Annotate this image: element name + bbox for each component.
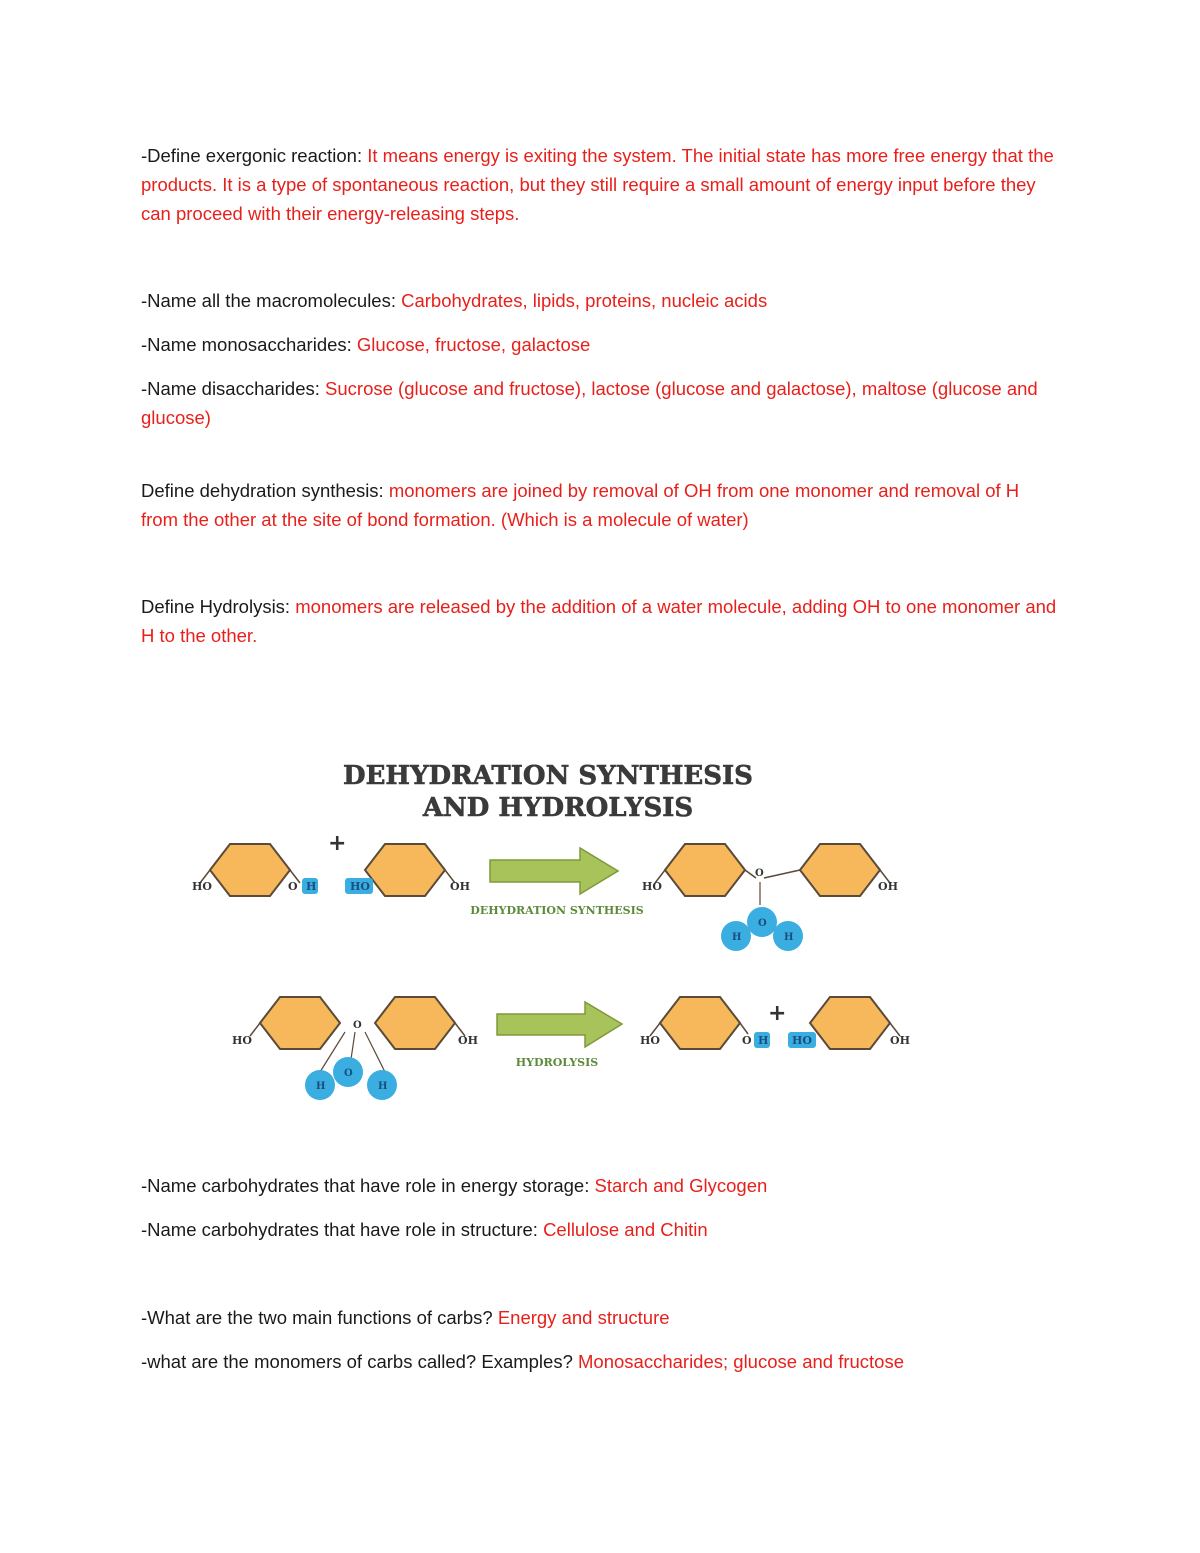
- o-label: O: [742, 1034, 752, 1047]
- h-label: H: [306, 880, 317, 893]
- qa-energy-storage: [141, 1171, 1061, 1200]
- h-label: H: [378, 1081, 388, 1092]
- question-text: -Name disaccharides:: [141, 378, 326, 399]
- water-molecule-released: [721, 907, 803, 951]
- answer-text: Monosaccharides; glucose and fructose: [578, 1351, 905, 1372]
- synthesis-arrow: [490, 848, 618, 894]
- ho-label: HO: [642, 880, 662, 893]
- o-label: O: [758, 918, 767, 929]
- answer-text: Energy and structure: [497, 1307, 670, 1328]
- qa-carb-monomers: [141, 1347, 1061, 1376]
- question-text: -Name monosaccharides:: [141, 334, 357, 355]
- qa-structure: [141, 1215, 1061, 1244]
- h-label: H: [784, 932, 794, 943]
- answer-text: Sucrose (glucose and fructose), lactose (glucose and galactose), maltose (glucose and glucose): [141, 378, 1038, 428]
- oh-label: OH: [878, 880, 898, 893]
- o-label: O: [344, 1068, 353, 1079]
- question-text: Define dehydration synthesis:: [141, 480, 389, 501]
- qa-carb-functions: [141, 1303, 1061, 1332]
- qa-exergonic: [141, 141, 1061, 228]
- question-text: Define Hydrolysis:: [141, 596, 296, 617]
- h-label: H: [732, 932, 742, 943]
- plus-sign: +: [768, 1001, 787, 1026]
- question-text: -What are the two main functions of carbs?: [141, 1307, 498, 1328]
- answer-text: monomers are joined by removal of OH from one monomer and removal of H from the other at the site of bond formation. (Which is a molecule of water): [141, 480, 1020, 530]
- hydrolysis-product-right: [788, 997, 910, 1049]
- figure-title-line1: DEHYDRATION SYNTHESIS: [343, 761, 753, 791]
- qa-dehydration-synthesis: [141, 476, 1061, 534]
- answer-text: Glucose, fructose, galactose: [356, 334, 591, 355]
- oh-label: OH: [450, 880, 470, 893]
- answer-text: monomers are released by the addition of a water molecule, adding OH to one monomer and H to the other.: [141, 596, 1057, 646]
- question-text: -Name carbohydrates that have role in structure:: [141, 1219, 544, 1240]
- synthesis-reactant-right: [345, 844, 470, 896]
- oh-label: OH: [458, 1034, 478, 1047]
- synthesis-reactant-left: [192, 844, 318, 896]
- hydrolysis-arrow: [497, 1002, 622, 1047]
- ho-label: HO: [232, 1034, 252, 1047]
- h-label: H: [316, 1081, 326, 1092]
- dehydration-hydrolysis-figure: [140, 750, 976, 1110]
- ho-label: HO: [792, 1034, 812, 1047]
- synthesis-label: DEHYDRATION SYNTHESIS: [470, 904, 644, 917]
- qa-disaccharides: [141, 374, 1061, 432]
- hydrolysis-label: HYDROLYSIS: [515, 1056, 599, 1069]
- ho-label: HO: [350, 880, 370, 893]
- o-label: O: [288, 880, 298, 893]
- ho-label: HO: [640, 1034, 660, 1047]
- figure-title-line2: AND HYDROLYSIS: [422, 793, 694, 823]
- h-label: H: [758, 1034, 769, 1047]
- answer-text: Cellulose and Chitin: [543, 1219, 708, 1240]
- question-text: -Name carbohydrates that have role in energy storage:: [141, 1175, 595, 1196]
- ho-label: HO: [192, 880, 212, 893]
- question-text: -Define exergonic reaction:: [141, 145, 368, 166]
- qa-monosaccharides: [141, 330, 1061, 359]
- qa-macromolecules: [141, 286, 1061, 315]
- o-label: O: [755, 868, 764, 879]
- answer-text: Carbohydrates, lipids, proteins, nucleic acids: [401, 290, 768, 311]
- synthesis-product: [642, 844, 898, 905]
- question-text: -Name all the macromolecules:: [141, 290, 402, 311]
- o-label: O: [353, 1020, 362, 1031]
- plus-sign: +: [328, 831, 347, 856]
- question-text: -what are the monomers of carbs called? Examples?: [141, 1351, 579, 1372]
- hydrolysis-product-left: [640, 997, 770, 1049]
- answer-text: It means energy is exiting the system. The initial state has more free energy that the products. It is a type of spontaneous reaction, but they still require a small amount of energy input before they can proceed with their energy-releasing steps.: [141, 145, 1054, 224]
- oh-label: OH: [890, 1034, 910, 1047]
- water-molecule-added: [305, 1057, 397, 1100]
- answer-text: Starch and Glycogen: [594, 1175, 768, 1196]
- qa-hydrolysis: [141, 592, 1061, 650]
